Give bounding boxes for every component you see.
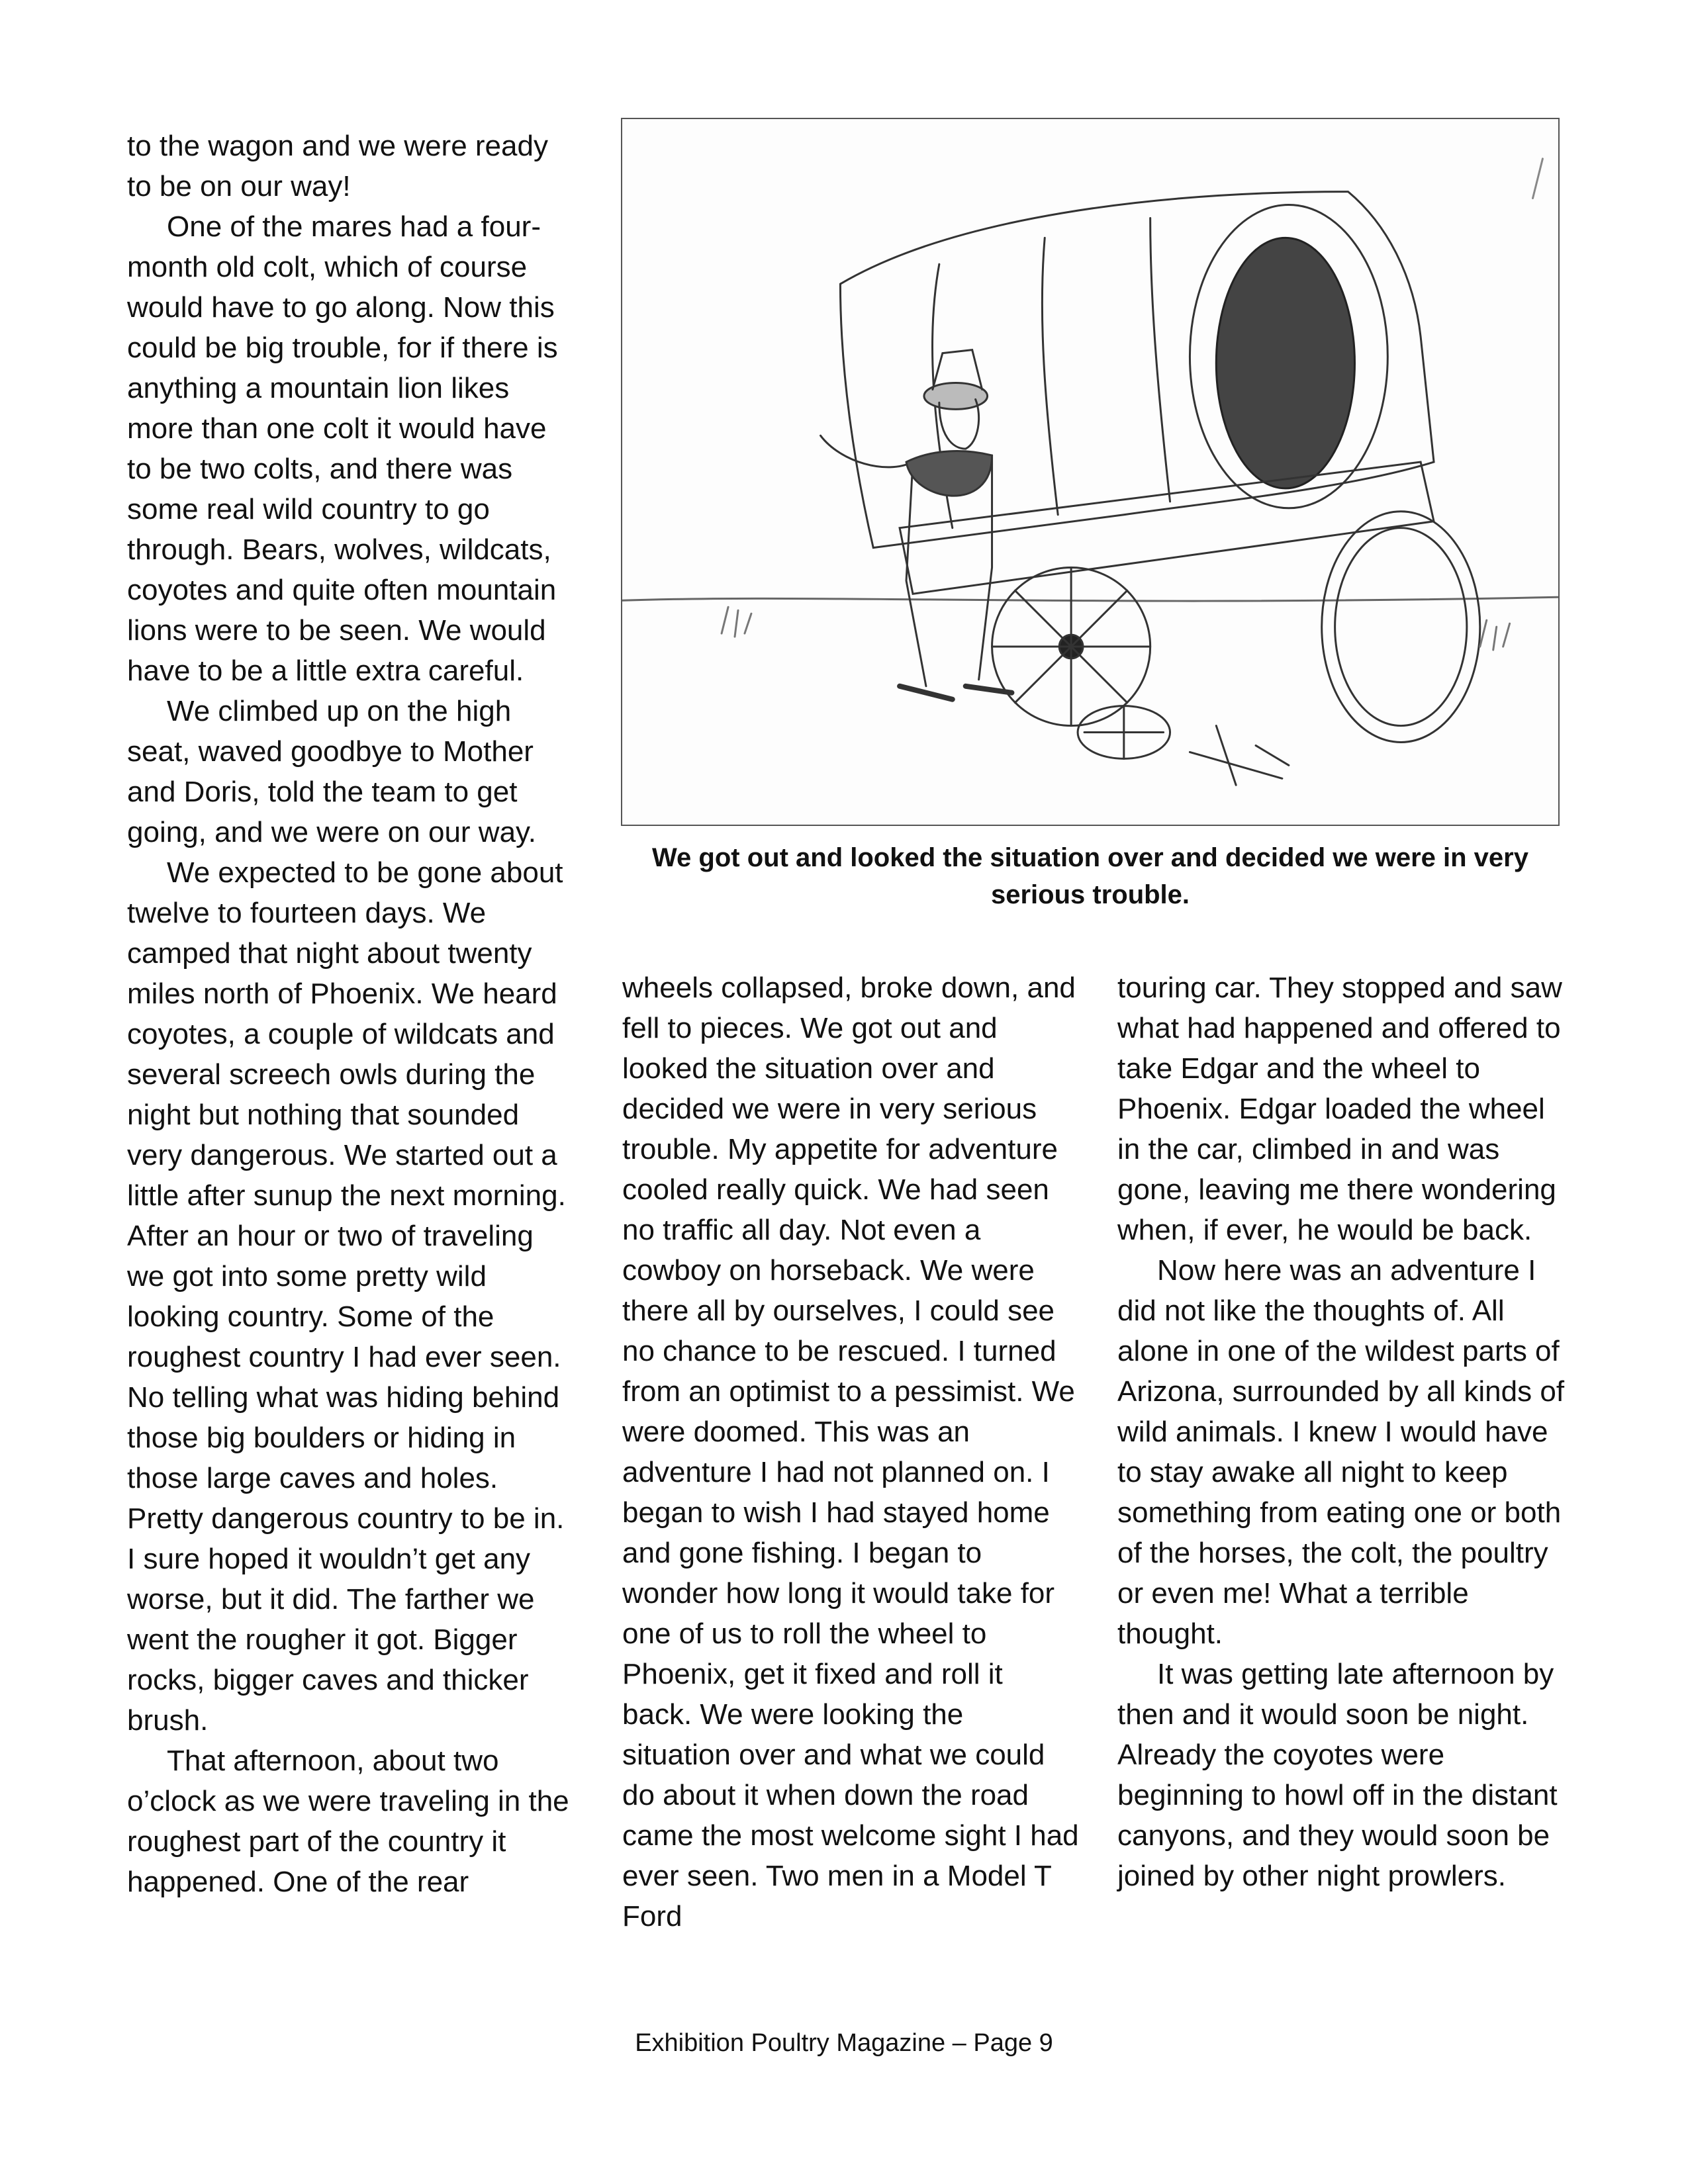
paragraph: One of the mares had a four-month old colt, which of course would have to go along. Now this could be big trouble, for if there is anything a mountain lion likes more than one colt it would have to be two colts, and there was some real wild country to go through. Bears, wolves, wildcats, coyotes and quite often mountain lions were to be seen. We would have to be a little extra careful. — [127, 210, 558, 687]
paragraph: That afternoon, about two o’clock as we were traveling in the roughest part of the country it happened. One of the rear — [127, 1745, 569, 1898]
paragraph: It was getting late afternoon by then and it would soon be night. Already the coyotes were beginning to howl off in the distant canyons, and they would soon be joined by other night prowlers. — [1117, 1658, 1558, 1892]
paragraph: Now here was an adventure I did not like the thoughts of. All alone in one of the wildest parts of Arizona, surrounded by all kinds of wild animals. I knew I would have to stay awake all night to keep something from eating one or both of the horses, the colt, the poultry or even me! What a terrible thought. — [1117, 1254, 1565, 1650]
paragraph: touring car. They stopped and saw what had happened and offered to take Edgar and the wheel to Phoenix. Edgar loaded the wheel in the car, climbed in and was gone, leaving me there wondering when, if ever, he would be back. — [1117, 972, 1562, 1246]
wagon-illustration — [621, 118, 1560, 826]
text-column-3 — [1117, 968, 1568, 1896]
paragraph: to the wagon and we were ready to be on our way! — [127, 130, 548, 203]
paragraph: wheels collapsed, broke down, and fell to pieces. We got out and looked the situation over and decided we were in very serious trouble. My appetite for adventure cooled really quick. We had seen no traffic all day. Not even a cowboy on horseback. We were there all by ourselves, I could see no chance to be rescued. I turned from an optimist to a pessimist. We were doomed. This was an adventure I had not planned on. I began to wish I had stayed home and gone fishing. I began to wonder how long it would take for one of us to roll the wheel to Phoenix, get it fixed and roll it back. We were looking the situation over and what we could do about it when down the road came the most welcome sight I had ever seen. Two men in a Model T Ford — [622, 972, 1079, 1933]
figure-caption: We got out and looked the situation over and decided we were in very serious trouble. — [652, 843, 1528, 909]
wagon-sketch-image — [622, 119, 1558, 825]
paragraph: We climbed up on the high seat, waved goodbye to Mother and Doris, told the team to get going, and we were on our way. — [127, 695, 536, 848]
paragraph: We expected to be gone about twelve to fourteen days. We camped that night about twenty miles north of Phoenix. We heard coyotes, a couple of wildcats and several screech owls during the night but nothing that sounded very dangerous. We started out a little after sunup the next morning. After an hour or two of traveling we got into some pretty wild looking country. Some of the roughest country I had ever seen. No telling what was hiding behind those big boulders or hiding in those large caves and holes. Pretty dangerous country to be in. I sure hoped it wouldn’t get any worse, but it did. The farther we went the rougher it got. Bigger rocks, bigger caves and thicker brush. — [127, 856, 566, 1737]
page-footer: Exhibition Poultry Magazine – Page 9 — [635, 2029, 1053, 2057]
text-column-1 — [127, 126, 577, 1902]
text-column-2 — [622, 968, 1079, 1936]
